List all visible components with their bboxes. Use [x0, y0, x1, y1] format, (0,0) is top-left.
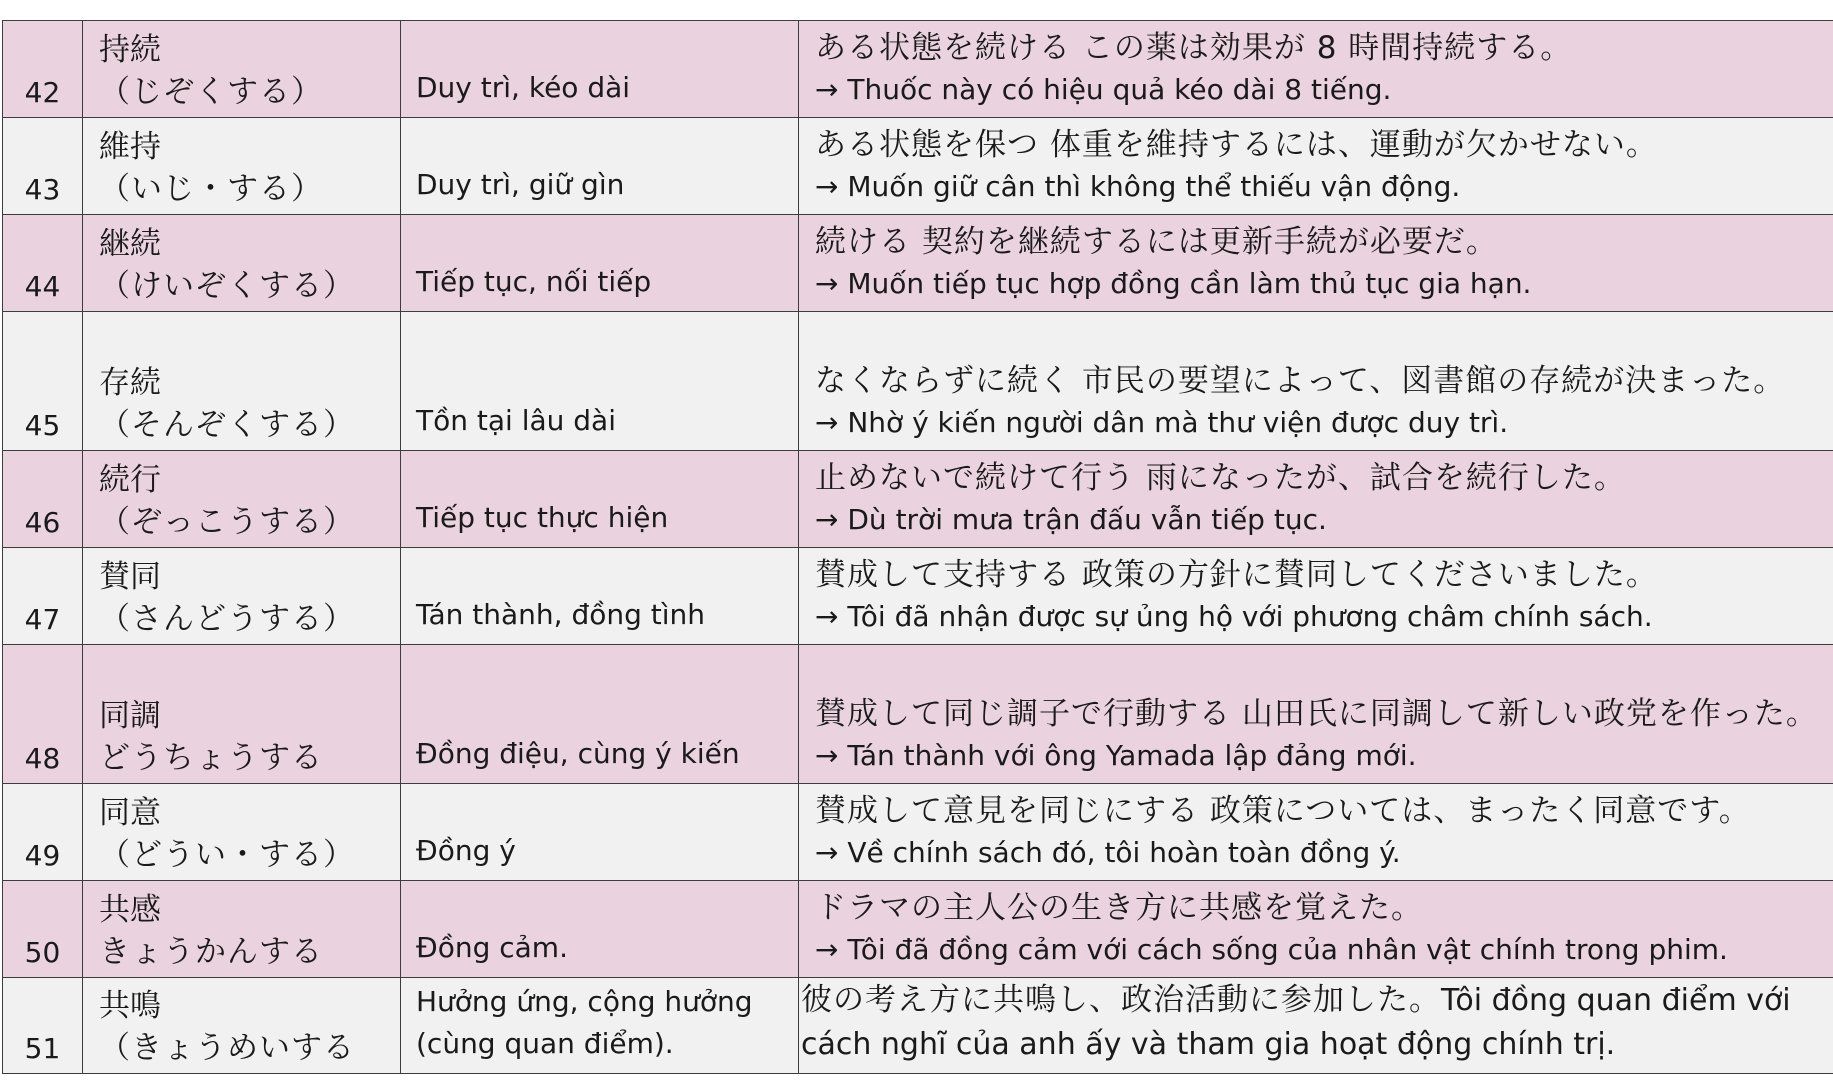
word-cell [83, 451, 401, 548]
example-japanese: ある状態を保つ 体重を維持するには、運動が欠かせない。 [815, 127, 1658, 163]
example-japanese: なくならずに続く 市民の要望によって、図書館の存続が決まった。 [815, 363, 1786, 399]
example-cell [799, 21, 1833, 118]
example-cell [799, 451, 1833, 548]
row-number: 49 [3, 784, 83, 881]
example-vietnamese: → Về chính sách đó, tôi hoàn toàn đồng ý. [815, 836, 1401, 869]
word-reading: （いじ・する） [99, 171, 323, 207]
example-japanese: 賛成して支持する 政策の方針に賛同してくださいました。 [815, 557, 1658, 593]
example-japanese: ある状態を続ける この薬は効果が 8 時間持続する。 [815, 30, 1573, 66]
example-vietnamese: → Nhờ ý kiến người dân mà thư viện được duy trì. [815, 406, 1509, 439]
example-vietnamese: → Muốn tiếp tục hợp đồng cần làm thủ tục gia hạn. [815, 267, 1532, 300]
row-number: 44 [3, 215, 83, 312]
word-cell [83, 881, 401, 978]
row-number: 50 [3, 881, 83, 978]
example-japanese: 止めないで続けて行う 雨になったが、試合を続行した。 [815, 460, 1626, 496]
word-kanji: 維持 [99, 129, 161, 165]
example-japanese: 賛成して意見を同じにする 政策については、まったく同意です。 [815, 793, 1751, 829]
word-cell [83, 312, 401, 451]
meaning-cell: Đồng điệu, cùng ý kiến [401, 645, 799, 784]
word-reading: （けいぞくする） [99, 268, 355, 304]
meaning-cell: Duy trì, kéo dài [401, 21, 799, 118]
word-cell [83, 978, 401, 1074]
example-japanese: 続ける 契約を継続するには更新手続が必要だ。 [815, 224, 1498, 260]
example-cell [799, 978, 1833, 1074]
word-reading: どうちょうする [99, 740, 323, 776]
word-reading: （きょうめいする [99, 1030, 355, 1066]
word-kanji: 共感 [99, 892, 161, 928]
example-japanese: 賛成して同じ調子で行動する 山田氏に同調して新しい政党を作った。 [815, 696, 1818, 732]
example-vietnamese: Tôi đồng quan điểm với cách nghĩ của anh ấy và tham gia hoạt động chính trị. [801, 983, 1791, 1062]
vocabulary-table [2, 20, 1833, 1074]
example-vietnamese: → Thuốc này có hiệu quả kéo dài 8 tiếng. [815, 73, 1392, 106]
meaning-cell: Tồn tại lâu dài [401, 312, 799, 451]
example-vietnamese: → Muốn giữ cân thì không thể thiếu vận động. [815, 170, 1461, 203]
example-cell [799, 645, 1833, 784]
word-reading: （そんぞくする） [99, 407, 355, 443]
word-kanji: 継続 [99, 226, 161, 262]
word-cell [83, 21, 401, 118]
word-kanji: 賛同 [99, 559, 161, 595]
table-row [3, 215, 1833, 312]
table-row [3, 548, 1833, 645]
table-row [3, 881, 1833, 978]
example-vietnamese: → Dù trời mưa trận đấu vẫn tiếp tục. [815, 503, 1327, 536]
example-cell [799, 881, 1833, 978]
row-number: 42 [3, 21, 83, 118]
table-row [3, 784, 1833, 881]
example-cell [799, 215, 1833, 312]
meaning-cell: Duy trì, giữ gìn [401, 118, 799, 215]
word-kanji: 存続 [99, 365, 161, 401]
meaning-cell: Đồng cảm. [401, 881, 799, 978]
example-japanese: 彼の考え方に共鳴し、政治活動に参加した。 [801, 982, 1441, 1018]
word-reading: （どうい・する） [99, 837, 355, 873]
vocabulary-sheet [0, 20, 1833, 1074]
table-row [3, 21, 1833, 118]
table-row [3, 451, 1833, 548]
word-cell [83, 548, 401, 645]
example-cell [799, 548, 1833, 645]
example-vietnamese: → Tán thành với ông Yamada lập đảng mới. [815, 739, 1417, 772]
meaning-cell: Tiếp tục, nối tiếp [401, 215, 799, 312]
word-reading: （じぞくする） [99, 74, 323, 110]
row-number: 48 [3, 645, 83, 784]
table-row [3, 118, 1833, 215]
table-row [3, 645, 1833, 784]
word-kanji: 同意 [99, 795, 161, 831]
example-vietnamese: → Tôi đã nhận được sự ủng hộ với phương châm chính sách. [815, 600, 1653, 633]
example-cell [799, 118, 1833, 215]
example-mixed [801, 979, 1821, 1067]
example-cell [799, 784, 1833, 881]
row-number: 51 [3, 978, 83, 1074]
word-reading: （ぞっこうする） [99, 504, 355, 540]
word-cell [83, 118, 401, 215]
word-kanji: 同調 [99, 698, 161, 734]
row-number: 46 [3, 451, 83, 548]
meaning-cell: Tán thành, đồng tình [401, 548, 799, 645]
meaning-cell: Tiếp tục thực hiện [401, 451, 799, 548]
row-number: 43 [3, 118, 83, 215]
word-reading: （さんどうする） [99, 601, 355, 637]
example-japanese: ドラマの主人公の生き方に共感を覚えた。 [815, 890, 1423, 926]
example-vietnamese: → Tôi đã đồng cảm với cách sống của nhân vật chính trong phim. [815, 933, 1728, 966]
example-cell [799, 312, 1833, 451]
word-reading: きょうかんする [99, 934, 323, 970]
word-cell [83, 215, 401, 312]
word-cell [83, 645, 401, 784]
word-kanji: 共鳴 [99, 988, 161, 1024]
meaning-cell: Đồng ý [401, 784, 799, 881]
word-kanji: 持続 [99, 32, 161, 68]
table-row [3, 978, 1833, 1074]
word-cell [83, 784, 401, 881]
row-number: 47 [3, 548, 83, 645]
table-row [3, 312, 1833, 451]
row-number: 45 [3, 312, 83, 451]
meaning-cell: Hưởng ứng, cộng hưởng (cùng quan điểm). [401, 978, 799, 1074]
word-kanji: 続行 [99, 462, 161, 498]
